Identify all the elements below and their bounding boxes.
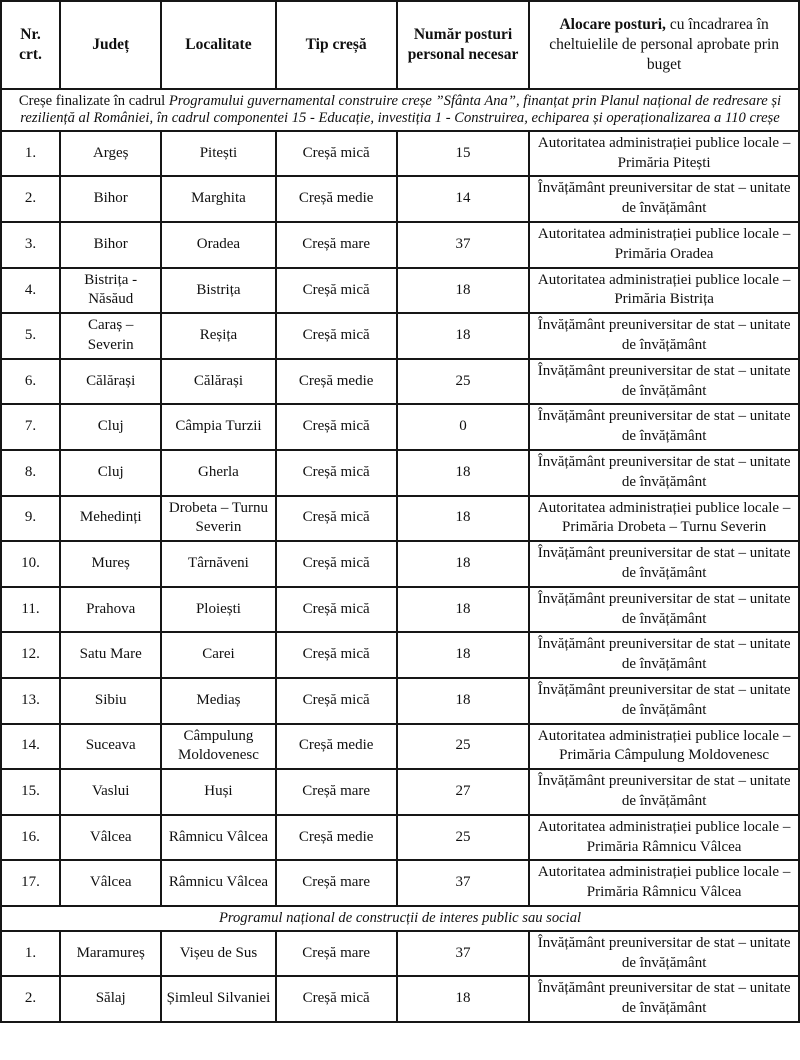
cell-localitate: Șimleul Silvaniei — [161, 976, 275, 1022]
cell-alocare: Învățământ preuniversitar de stat – unitate de învățământ — [529, 632, 799, 678]
cell-posturi: 0 — [397, 404, 529, 450]
cell-posturi: 27 — [397, 769, 529, 815]
table-row — [1, 815, 799, 861]
cell-nr: 4. — [1, 268, 60, 314]
header-row — [1, 1, 799, 89]
cell-judet: Vaslui — [60, 769, 161, 815]
cell-localitate: Pitești — [161, 131, 275, 177]
cell-localitate: Câmpulung Moldovenesc — [161, 724, 275, 770]
cell-tip: Creșă mică — [276, 268, 397, 314]
cell-alocare: Învățământ preuniversitar de stat – unitate de învățământ — [529, 359, 799, 405]
cell-posturi: 25 — [397, 359, 529, 405]
table-body — [1, 89, 799, 1022]
table-row — [1, 450, 799, 496]
cell-localitate: Târnăveni — [161, 541, 275, 587]
cell-alocare: Învățământ preuniversitar de stat – unitate de învățământ — [529, 976, 799, 1022]
cell-alocare: Autoritatea administrației publice locale – Primăria Drobeta – Turnu Severin — [529, 496, 799, 542]
cell-posturi: 15 — [397, 131, 529, 177]
cell-judet: Bistrița - Năsăud — [60, 268, 161, 314]
cell-tip: Creșă mică — [276, 450, 397, 496]
cell-nr: 11. — [1, 587, 60, 633]
cell-nr: 8. — [1, 450, 60, 496]
cell-tip: Creșă mare — [276, 860, 397, 906]
cell-judet: Călărași — [60, 359, 161, 405]
section-title-plain: Creșe finalizate în cadrul — [18, 93, 169, 109]
cell-localitate: Drobeta – Turnu Severin — [161, 496, 275, 542]
cell-nr: 13. — [1, 678, 60, 724]
cell-judet: Vâlcea — [60, 815, 161, 861]
cell-localitate: Huși — [161, 769, 275, 815]
table-row — [1, 359, 799, 405]
cell-alocare: Învățământ preuniversitar de stat – unitate de învățământ — [529, 404, 799, 450]
cell-posturi: 14 — [397, 176, 529, 222]
cell-posturi: 18 — [397, 496, 529, 542]
cell-tip: Creșă medie — [276, 815, 397, 861]
table-row — [1, 976, 799, 1022]
table-row — [1, 496, 799, 542]
cell-posturi: 18 — [397, 632, 529, 678]
table-row — [1, 931, 799, 977]
cell-alocare: Autoritatea administrației publice locale – Primăria Bistrița — [529, 268, 799, 314]
cell-nr: 1. — [1, 131, 60, 177]
cell-judet: Bihor — [60, 222, 161, 268]
cell-tip: Creșă mică — [276, 404, 397, 450]
cell-judet: Sibiu — [60, 678, 161, 724]
cell-posturi: 25 — [397, 724, 529, 770]
table-row — [1, 860, 799, 906]
cell-localitate: Râmnicu Vâlcea — [161, 860, 275, 906]
cell-nr: 16. — [1, 815, 60, 861]
column-header-localitate: Localitate — [161, 1, 275, 89]
cell-alocare: Învățământ preuniversitar de stat – unitate de învățământ — [529, 541, 799, 587]
cell-tip: Creșă mică — [276, 587, 397, 633]
column-header-numar-posturi: Număr posturi personal necesar — [397, 1, 529, 89]
cell-alocare: Învățământ preuniversitar de stat – unitate de învățământ — [529, 450, 799, 496]
cell-alocare: Învățământ preuniversitar de stat – unitate de învățământ — [529, 313, 799, 359]
cell-localitate: Câmpia Turzii — [161, 404, 275, 450]
cell-localitate: Reșița — [161, 313, 275, 359]
column-header-alocare-posturi — [529, 1, 799, 89]
table-row — [1, 724, 799, 770]
cell-alocare: Învățământ preuniversitar de stat – unitate de învățământ — [529, 176, 799, 222]
cell-localitate: Bistrița — [161, 268, 275, 314]
cell-tip: Creșă medie — [276, 724, 397, 770]
cell-nr: 2. — [1, 976, 60, 1022]
cell-posturi: 37 — [397, 222, 529, 268]
cell-alocare: Învățământ preuniversitar de stat – unitate de învățământ — [529, 769, 799, 815]
cell-localitate: Marghita — [161, 176, 275, 222]
cell-tip: Creșă mică — [276, 976, 397, 1022]
cell-nr: 15. — [1, 769, 60, 815]
cell-nr: 2. — [1, 176, 60, 222]
table-row — [1, 268, 799, 314]
table-row — [1, 404, 799, 450]
table-row — [1, 313, 799, 359]
cell-judet: Mehedinți — [60, 496, 161, 542]
cell-nr: 3. — [1, 222, 60, 268]
cell-judet: Prahova — [60, 587, 161, 633]
cell-judet: Sălaj — [60, 976, 161, 1022]
cell-nr: 6. — [1, 359, 60, 405]
cell-nr: 9. — [1, 496, 60, 542]
column-header-alocare-bold: Alocare posturi, — [559, 16, 666, 34]
cell-tip: Creșă mică — [276, 541, 397, 587]
cell-judet: Maramureș — [60, 931, 161, 977]
cell-tip: Creșă mare — [276, 931, 397, 977]
table-header — [1, 1, 799, 89]
cell-nr: 17. — [1, 860, 60, 906]
table-row — [1, 541, 799, 587]
cell-judet: Vâlcea — [60, 860, 161, 906]
cell-tip: Creșă mică — [276, 632, 397, 678]
cell-localitate: Carei — [161, 632, 275, 678]
cell-alocare: Autoritatea administrației publice locale – Primăria Râmnicu Vâlcea — [529, 815, 799, 861]
cell-posturi: 18 — [397, 976, 529, 1022]
cell-localitate: Vișeu de Sus — [161, 931, 275, 977]
cell-localitate: Ploiești — [161, 587, 275, 633]
cell-tip: Creșă mare — [276, 769, 397, 815]
cell-localitate: Gherla — [161, 450, 275, 496]
section-title-row — [1, 89, 799, 131]
cell-nr: 7. — [1, 404, 60, 450]
cell-nr: 5. — [1, 313, 60, 359]
cell-tip: Creșă mică — [276, 678, 397, 724]
cell-localitate: Mediaș — [161, 678, 275, 724]
cell-posturi: 25 — [397, 815, 529, 861]
cell-judet: Mureș — [60, 541, 161, 587]
cell-posturi: 18 — [397, 541, 529, 587]
cell-nr: 12. — [1, 632, 60, 678]
cell-judet: Bihor — [60, 176, 161, 222]
table-row — [1, 678, 799, 724]
cell-tip: Creșă medie — [276, 359, 397, 405]
section-title — [1, 89, 799, 131]
cell-posturi: 37 — [397, 931, 529, 977]
cell-nr: 14. — [1, 724, 60, 770]
cell-judet: Suceava — [60, 724, 161, 770]
column-header-nr-crt: Nr. crt. — [1, 1, 60, 89]
cell-alocare: Autoritatea administrației publice locale – Primăria Câmpulung Moldovenesc — [529, 724, 799, 770]
cell-nr: 1. — [1, 931, 60, 977]
column-header-alocare-rest: cu încadrarea în cheltuielile de personal aprobate prin buget — [549, 16, 780, 73]
section-title — [1, 906, 799, 931]
cell-posturi: 37 — [397, 860, 529, 906]
cell-posturi: 18 — [397, 450, 529, 496]
section-title-italic: Programul național de construcții de interes public sau social — [218, 909, 582, 926]
cell-nr: 10. — [1, 541, 60, 587]
cell-judet: Cluj — [60, 404, 161, 450]
column-header-judet: Județ — [60, 1, 161, 89]
table-row — [1, 587, 799, 633]
cell-localitate: Călărași — [161, 359, 275, 405]
cell-alocare: Învățământ preuniversitar de stat – unitate de învățământ — [529, 931, 799, 977]
table-row — [1, 769, 799, 815]
section-title-row — [1, 906, 799, 931]
cell-judet: Caraș – Severin — [60, 313, 161, 359]
cell-judet: Argeș — [60, 131, 161, 177]
cell-tip: Creșă mică — [276, 313, 397, 359]
cell-tip: Creșă mică — [276, 131, 397, 177]
cell-posturi: 18 — [397, 268, 529, 314]
column-header-tip-cresa: Tip creșă — [276, 1, 397, 89]
table-row — [1, 176, 799, 222]
cell-alocare: Autoritatea administrației publice locale – Primăria Oradea — [529, 222, 799, 268]
table-row — [1, 632, 799, 678]
cell-posturi: 18 — [397, 678, 529, 724]
cell-localitate: Râmnicu Vâlcea — [161, 815, 275, 861]
cell-judet: Satu Mare — [60, 632, 161, 678]
section-title-italic: Programului guvernamental construire creșe ”Sfânta Ana”, finanțat prin Planul național de redresare și reziliență al României, în cadrul componentei 15 - Educație, investiția 1 - Construirea, echiparea și operaționalizarea a 110 creșe — [20, 93, 782, 126]
cell-alocare: Învățământ preuniversitar de stat – unitate de învățământ — [529, 587, 799, 633]
cell-alocare: Învățământ preuniversitar de stat – unitate de învățământ — [529, 678, 799, 724]
cell-judet: Cluj — [60, 450, 161, 496]
table-row — [1, 131, 799, 177]
table-row — [1, 222, 799, 268]
cell-tip: Creșă mare — [276, 222, 397, 268]
cell-alocare: Autoritatea administrației publice locale – Primăria Râmnicu Vâlcea — [529, 860, 799, 906]
cell-posturi: 18 — [397, 313, 529, 359]
cell-tip: Creșă mică — [276, 496, 397, 542]
cell-alocare: Autoritatea administrației publice locale – Primăria Pitești — [529, 131, 799, 177]
cell-tip: Creșă medie — [276, 176, 397, 222]
cell-localitate: Oradea — [161, 222, 275, 268]
cell-posturi: 18 — [397, 587, 529, 633]
